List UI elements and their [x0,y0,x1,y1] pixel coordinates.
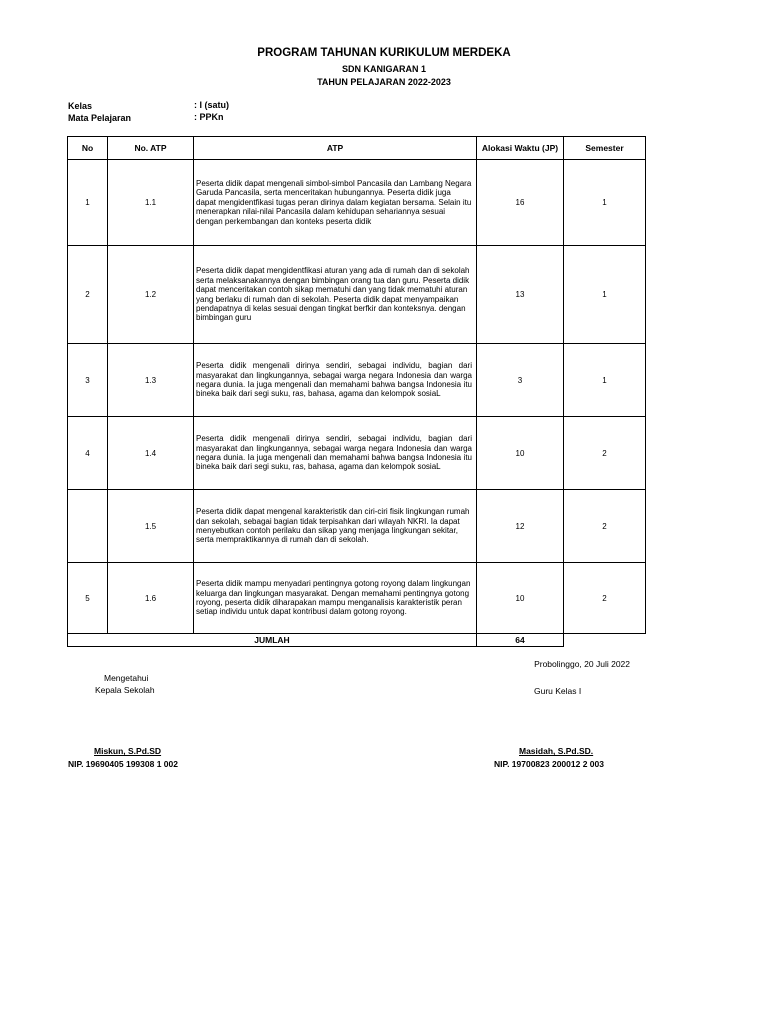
row-semester: 2 [564,417,646,490]
row-no: 3 [68,344,108,417]
row-semester: 1 [564,344,646,417]
teacher-title: Guru Kelas I [534,686,582,696]
row-no [68,490,108,563]
total-label: JUMLAH [68,634,477,647]
row-atp-number: 1.4 [108,417,194,490]
school-name: SDN KANIGARAN 1 [341,64,426,74]
mengetahui-label: Mengetahui [104,673,149,683]
row-jp: 12 [477,490,564,563]
row-semester: 2 [564,490,646,563]
mata-pelajaran-value: : PPKn [194,112,224,122]
total-value: 64 [477,634,564,647]
row-jp: 16 [477,160,564,246]
table-row [68,246,646,344]
header-no: No [68,137,108,160]
atp-table [67,136,646,647]
table-row [68,563,646,634]
row-atp-number: 1.5 [108,490,194,563]
row-atp-description: Peserta didik dapat mengenali simbol-simbol Pancasila dan Lambang Negara Garuda Pancasila, serta menceritakan hubungannya. Peserta didik juga dapat mengidentfikasi tugas peran dirinya dalam kegiatan bersama. Selain itu menerapkan nilai-nilai Pancasila dalam kehidupan sehariannya sesuai dengan perkembangan dan konteks peserta didik [194,160,477,246]
row-atp-description: Peserta didik dapat mengenal karakteristik dan ciri-ciri fisik lingkungan rumah dan sekolah, sebagai bagian tidak terpisahkan dari wilayah NKRI. Ia dapat menyebutkan contoh perilaku dan sikap yang menjaga lingkungan sekitar, serta mempraktikannya di rumah dan di sekolah. [194,490,477,563]
kelas-value: : I (satu) [194,100,229,110]
row-no: 2 [68,246,108,344]
header-semester: Semester [564,137,646,160]
headmaster-name: Miskun, S.Pd.SD [94,746,162,756]
academic-year: TAHUN PELAJARAN 2022-2023 [317,77,451,87]
row-jp: 10 [477,563,564,634]
row-semester: 1 [564,160,646,246]
teacher-name: Masidah, S.Pd.SD. [519,746,594,756]
place-date: Probolinggo, 20 Juli 2022 [534,659,630,669]
header-no-atp: No. ATP [108,137,194,160]
table-header-row [68,137,646,160]
total-empty-cell [564,634,646,647]
total-row [68,634,646,647]
row-jp: 10 [477,417,564,490]
row-semester: 2 [564,563,646,634]
row-atp-number: 1.3 [108,344,194,417]
mata-pelajaran-label: Mata Pelajaran [68,113,132,123]
row-no: 5 [68,563,108,634]
row-atp-description: Peserta didik dapat mengidentfikasi aturan yang ada di rumah dan di sekolah serta melaksanakannya dengan bimbingan orang tua dan guru. Peserta didik dapat menceritakan contoh sikap mematuhi dan yang tidak mematuhi aturan yang berlaku di rumah dan di sekolah. Peserta didik dapat menyampaikan pendapatnya di kelas sesuai dengan tingkat berfkir dan konteksnya. dengan bimbingan guru [194,246,477,344]
teacher-nip: NIP. 19700823 200012 2 003 [494,759,604,769]
table-row [68,490,646,563]
row-atp-number: 1.6 [108,563,194,634]
row-atp-number: 1.1 [108,160,194,246]
row-no: 1 [68,160,108,246]
row-atp-description: Peserta didik mengenali dirinya sendiri, sebagai individu, bagian dari masyarakat dan lingkungannya, sebagai warga negara Indonesia dan warga negara dunia. Ia juga mengenali dan memahami bahwa bangsa Indonesia itu bineka baik dari segi suku, ras, bahasa, agama dan kelompok sosiaL [194,417,477,490]
headmaster-nip: NIP. 19690405 199308 1 002 [68,759,178,769]
kelas-label: Kelas [68,101,93,111]
table-row [68,344,646,417]
headmaster-title: Kepala Sekolah [95,685,155,695]
row-atp-description: Peserta didik mengenali dirinya sendiri, sebagai individu, bagian dari masyarakat dan lingkungannya, sebagai warga negara Indonesia dan warga negara dunia. Ia juga mengenali dan memahami bahwa bangsa Indonesia itu bineka baik dari segi suku, ras, bahasa, agama dan kelompok sosiaL [194,344,477,417]
row-jp: 13 [477,246,564,344]
table-row [68,417,646,490]
row-semester: 1 [564,246,646,344]
document-title: PROGRAM TAHUNAN KURIKULUM MERDEKA [257,47,511,59]
header-alokasi-waktu: Alokasi Waktu (JP) [477,137,564,160]
row-jp: 3 [477,344,564,417]
row-no: 4 [68,417,108,490]
row-atp-number: 1.2 [108,246,194,344]
header-atp: ATP [194,137,477,160]
table-row [68,160,646,246]
row-atp-description: Peserta didik mampu menyadari pentingnya gotong royong dalam lingkungan keluarga dan lingkungan masyarakat. Dengan memahami pentingnya gotong royong, peserta didik diharapakan mampu menganalisis karakteristik peran setiap individu untuk dapat kontribusi dalam gotong royong. [194,563,477,634]
